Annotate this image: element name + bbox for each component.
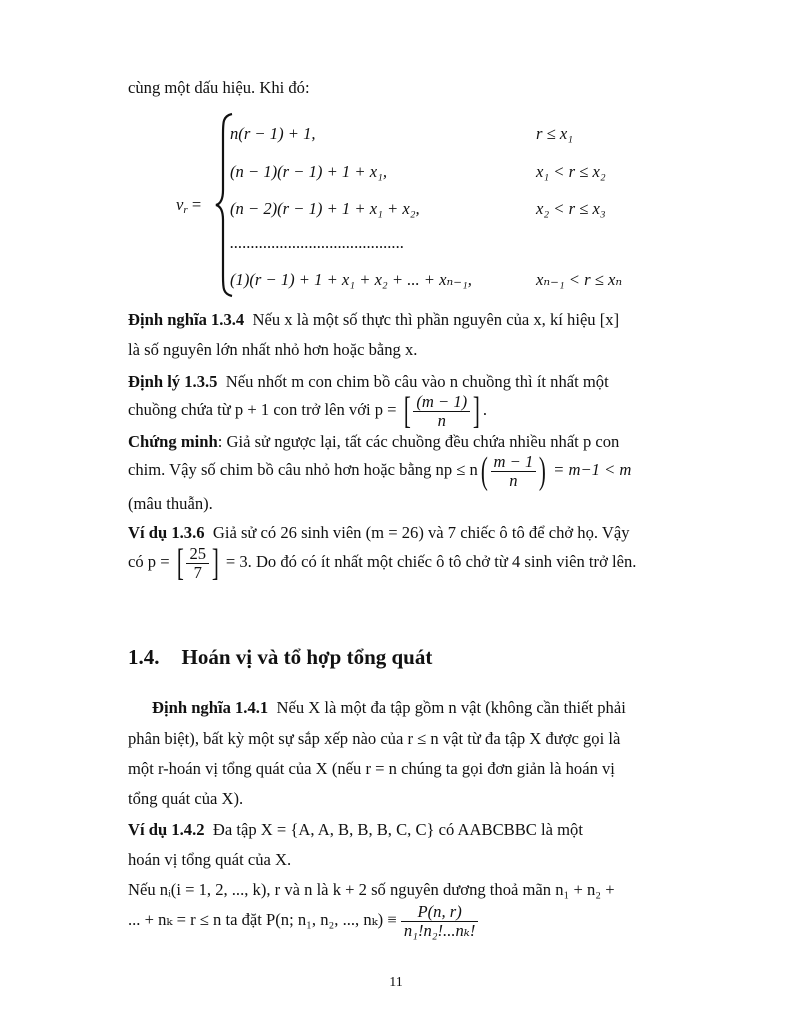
case-row-5: (1)(r − 1) + 1 + x₁ + x₂ + ... + xₙ₋₁, xyxy=(230,270,472,289)
ex142-label: Ví dụ 1.4.2 xyxy=(128,820,205,839)
intro-line: cùng một dấu hiệu. Khi đó: xyxy=(128,78,310,97)
case-cond-2: x₁ < r ≤ x₂ xyxy=(536,162,606,181)
thm135-label: Định lý 1.3.5 xyxy=(128,372,218,391)
section-title: Hoán vị và tổ hợp tổng quát xyxy=(181,645,433,669)
proof-line1: Chứng minh: Giả sử ngược lại, tất các chuồng đều chứa nhiều nhất p con xyxy=(128,432,620,451)
def141-line1: Định nghĩa 1.4.1 Nếu X là một đa tập gồm n vật (không cần thiết phải xyxy=(152,698,626,717)
section-heading xyxy=(128,645,432,670)
thm135-fraction: $\frac{(m - 1)}{n}$ xyxy=(413,393,470,430)
case-row-2: (n − 1)(r − 1) + 1 + x₁, xyxy=(230,162,388,181)
ex136-line1: Ví dụ 1.3.6 Giả sử có 26 sinh viên (m = 26) và 7 chiếc ô tô để chở họ. Vậy xyxy=(128,523,630,542)
proof-line3: (mâu thuẫn). xyxy=(128,494,213,513)
proof-label: Chứng minh xyxy=(128,432,218,451)
def141-line4: tổng quát của X). xyxy=(128,789,244,808)
case-cond-3: x₂ < r ≤ x₃ xyxy=(536,199,606,218)
ex136-label: Ví dụ 1.3.6 xyxy=(128,523,205,542)
thm135-line1: Định lý 1.3.5 Nếu nhốt m con chim bồ câu vào n chuồng thì ít nhất một xyxy=(128,372,609,391)
case-row-4: .......................................... xyxy=(230,233,405,252)
ex136-line2: có p = [ $\frac{25}{7}$ ] = 3. Do đó có ít nhất một chiếc ô tô chở từ 4 sinh viên trở lên. xyxy=(128,542,637,585)
case-cond-1: r ≤ x₁ xyxy=(536,124,573,143)
final-line2: ... + nₖ = r ≤ n ta đặt P(n; n₁, n₂, ..., nₖ) ≡ $\frac{P(n, r)}{\text{n₁!n₂!...nₖ!}}$ xyxy=(128,900,696,940)
def141-label: Định nghĩa 1.4.1 xyxy=(152,698,269,717)
final-line1: Nếu nᵢ(i = 1, 2, ..., k), r và n là k + 2 số nguyên dương thoả mãn n₁ + n₂ + xyxy=(128,880,615,899)
proof-line2: chim. Vậy số chim bồ câu nhỏ hơn hoặc bằng np ≤ n( $\frac{m - 1}{n}$ ) = m−1 < m xyxy=(128,450,632,493)
ex136-fraction: $\frac{25}{7}$ xyxy=(186,545,209,582)
section-number: 1.4. xyxy=(128,645,160,669)
def141-line3: một r-hoán vị tổng quát của X (nếu r = n chúng ta gọi đơn giản là hoán vị xyxy=(128,759,615,778)
def134-line2: là số nguyên lớn nhất nhỏ hơn hoặc bằng x. xyxy=(128,340,418,359)
def141-line2: phân biệt), bất kỳ một sự sắp xếp nào của r ≤ n vật từ đa tập X được gọi là xyxy=(128,729,621,748)
cases-lhs: $v_r$ = xyxy=(176,195,202,216)
proof-fraction: $\frac{m - 1}{n}$ xyxy=(491,453,537,490)
case-row-3: (n − 2)(r − 1) + 1 + x₁ + x₂, xyxy=(230,199,420,218)
def134-label: Định nghĩa 1.3.4 xyxy=(128,310,245,329)
page-number: 11 xyxy=(389,975,403,990)
ex142-line2: hoán vị tổng quát của X. xyxy=(128,850,292,869)
def134-line1: Định nghĩa 1.3.4 Nếu x là một số thực thì phần nguyên của x, kí hiệu [x] xyxy=(128,310,620,329)
ex142-line1: Ví dụ 1.4.2 Đa tập X = {A, A, B, B, B, C, C} có AABCBBC là một xyxy=(128,820,583,839)
case-row-1: n(r − 1) + 1, xyxy=(230,124,316,143)
case-cond-5: xₙ₋₁ < r ≤ xₙ xyxy=(536,270,623,289)
thm135-line2: chuồng chứa từ p + 1 con trở lên với p = [ $\frac{(m - 1)}{n}$ ] . xyxy=(128,390,487,433)
cases-formula xyxy=(176,112,696,298)
final-fraction: $\frac{P(n, r)}{\text{n₁!n₂!...nₖ!}}$ xyxy=(401,903,479,940)
